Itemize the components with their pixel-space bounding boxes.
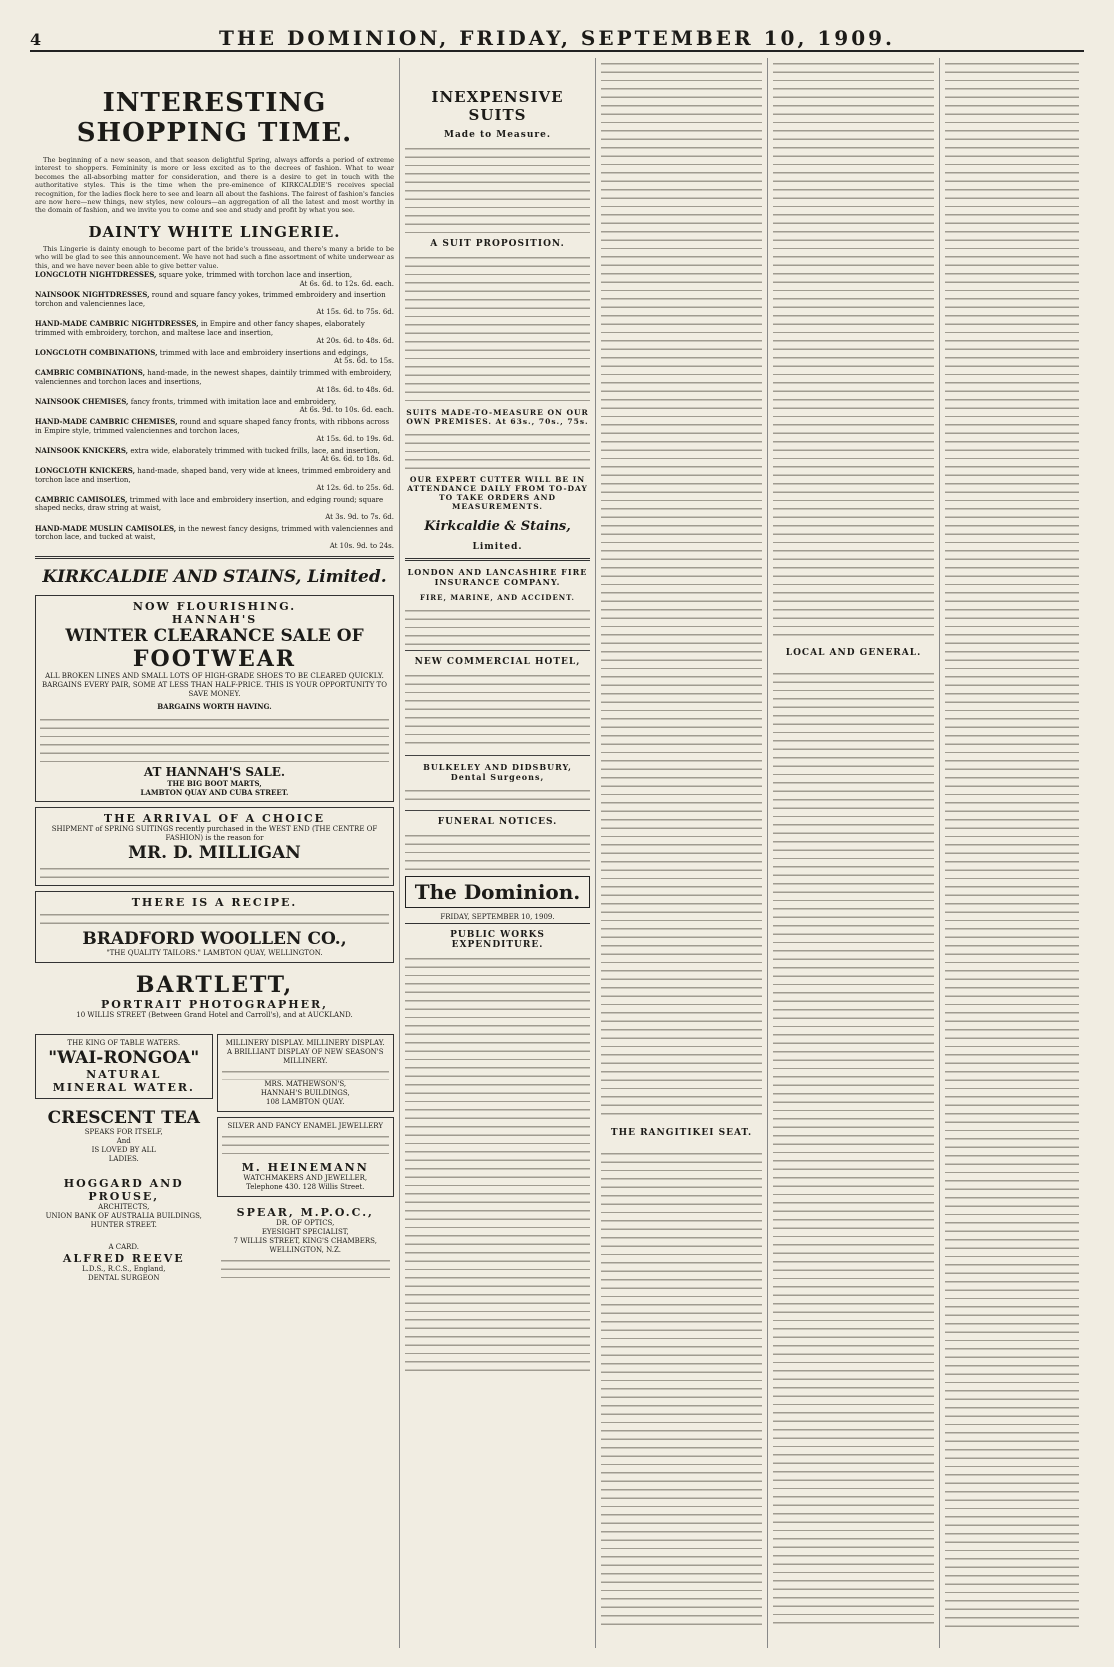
heinemann-ad: SILVER AND FANCY ENAMEL JEWELLERY M. HEINEMANN WATCHMAKERS AND JEWELLER, Telephone 430. 128 Willis Street.	[217, 1117, 395, 1197]
item-name: NAINSOOK CHEMISES,	[35, 396, 129, 406]
item-desc: in Empire and other fancy shapes, elaborately trimmed with embroidery, torchon, and maltese lace and insertion,	[35, 320, 365, 337]
page-number: 4	[30, 30, 42, 49]
suits-box: SUITS MADE-TO-MEASURE ON OUR OWN PREMISES. At 63s., 70s., 75s.	[406, 408, 589, 426]
item-desc: fancy fronts, trimmed with imitation lace and embroidery,	[130, 397, 337, 406]
milligan-ad: THE ARRIVAL OF A CHOICE SHIPMENT of SPRING SUITINGS recently purchased in the WEST END (THE CENTRE OF FASHION) is the reason for MR. D. MILLIGAN	[35, 807, 394, 886]
bulkeley-ad: BULKELEY AND DIDSBURY, Dental Surgeons,	[423, 762, 572, 782]
item-desc: hand-made, in the newest shapes, daintily trimmed with embroidery, valenciennes and torchon laces and insertions,	[35, 369, 392, 386]
kirkcaldie-firm: KIRKCALDIE AND STAINS, Limited.	[42, 567, 387, 588]
item-name: NAINSOOK NIGHTDRESSES,	[35, 290, 150, 300]
lingerie-heading: DAINTY WHITE LINGERIE.	[88, 222, 341, 241]
column-4	[768, 58, 940, 1648]
suit-proposition: A SUIT PROPOSITION.	[430, 239, 565, 249]
bradford-ad: THERE IS A RECIPE. BRADFORD WOOLLEN CO., "THE QUALITY TAILORS." LAMBTON QUAY, WELLINGTON.	[35, 891, 394, 963]
item-price: At 6s. 9d. to 10s. 6d. each.	[299, 406, 394, 415]
item-desc: round and square fancy yokes, trimmed embroidery and insertion torchon and valenciennes lace,	[35, 291, 386, 308]
item-name: LONGCLOTH NIGHTDRESSES,	[35, 270, 157, 280]
lingerie-item	[35, 349, 394, 366]
reeve-ad: A CARD. ALFRED REEVE L.D.S., R.C.S., England, DENTAL SURGEON	[62, 1243, 185, 1283]
item-price: At 15s. 6d. to 19s. 6d.	[316, 435, 394, 444]
lingerie-item	[35, 447, 394, 464]
item-price: At 18s. 6d. to 48s. 6d.	[316, 386, 394, 395]
bartlett-ad: BARTLETT, PORTRAIT PHOTOGRAPHER, 10 WILLIS STREET (Between Grand Hotel and Carroll's), and at AUCKLAND.	[76, 972, 353, 1020]
cutter-notice: OUR EXPERT CUTTER WILL BE IN ATTENDANCE DAILY FROM TO-DAY TO TAKE ORDERS AND MEASUREMENTS.	[407, 475, 588, 511]
rongoa-ad: THE KING OF TABLE WATERS. "WAI-RONGOA" NATURAL MINERAL WATER.	[35, 1034, 213, 1099]
item-name: LONGCLOTH COMBINATIONS,	[35, 347, 158, 357]
dominion-title: The Dominion.	[405, 876, 590, 908]
item-name: NAINSOOK KNICKERS,	[35, 445, 129, 455]
spear-ad: SPEAR, M.P.O.C., DR. OF OPTICS, EYESIGHT SPECIALIST, 7 WILLIS STREET, KING'S CHAMBERS, WELLINGTON, N.Z.	[217, 1202, 395, 1289]
lingerie-item	[35, 496, 394, 522]
item-price: At 5s. 6d. to 15s.	[334, 357, 394, 366]
lancashire-ad: LONDON AND LANCASHIRE FIRE INSURANCE COMPANY.	[407, 567, 588, 587]
hannah-ad: NOW FLOURISHING. HANNAH'S WINTER CLEARANCE SALE OF FOOTWEAR ALL BROKEN LINES AND SMALL LOTS OF HIGH-GRADE SHOES TO BE CLEARED QUICKLY. BARGAINS EVERY PAIR, SOME AT LESS THAN HALF-PRICE. THIS IS YOUR OPPORTUNITY TO SAVE MONEY. BARGAINS WORTH HAVING. AT HANNAH'S SALE. THE BIG BOOT MARTS, LAMBTON QUAY AND CUBA STREET.	[35, 595, 394, 802]
millinery-ad: MILLINERY DISPLAY. MILLINERY DISPLAY. A BRILLIANT DISPLAY OF NEW SEASON'S MILLINERY. MRS. MATHEWSON'S, HANNAH'S BUILDINGS, 108 LAMBTON QUAY.	[217, 1034, 395, 1112]
item-name: HAND-MADE MUSLIN CAMISOLES,	[35, 523, 177, 533]
hotel-ad: NEW COMMERCIAL HOTEL,	[414, 657, 581, 667]
crescent-ad: CRESCENT TEA SPEAKS FOR ITSELF, And IS LOVED BY ALL LADIES.	[47, 1108, 200, 1164]
item-name: CAMBRIC CAMISOLES,	[35, 494, 128, 504]
column-3	[596, 58, 768, 1648]
suits-heading: INEXPENSIVE SUITS	[431, 88, 564, 124]
item-name: HAND-MADE CAMBRIC NIGHTDRESSES,	[35, 319, 199, 329]
hoggard-ad: HOGGARD AND PROUSE, ARCHITECTS, UNION BANK OF AUSTRALIA BUILDINGS, HUNTER STREET.	[45, 1177, 202, 1230]
item-price: At 15s. 6d. to 75s. 6d.	[316, 308, 394, 317]
suits-subheading: Made to Measure.	[444, 130, 551, 140]
lingerie-item	[35, 369, 394, 395]
editorial-heading: PUBLIC WORKS EXPENDITURE.	[450, 930, 545, 950]
masthead-title: THE DOMINION, FRIDAY, SEPTEMBER 10, 1909.	[218, 26, 895, 50]
columns	[30, 58, 1084, 1648]
column-2: INEXPENSIVE SUITS Made to Measure. A SUIT PROPOSITION. SUITS MADE-TO-MEASURE ON OUR OWN PREMISES. At 63s., 70s., 75s. OUR EXPERT CUTTER WILL BE IN ATTENDANCE DAILY FROM TO-DAY TO TAKE ORDERS AND MEASUREMENTS. Kirkcaldie & Stains, Limited. LONDON AND LANCASHIRE FIRE INSURANCE COMPANY. FIRE, MARINE, AND ACCIDENT. NEW COMMERCIAL HOTEL, BULKELEY AND DIDSBURY, Dental Surgeons, FUNERAL NOTICES. The Dominion. FRIDAY, SEPTEMBER 10, 1909. PUBLIC WORKS EXPENDITURE.	[400, 58, 596, 1648]
item-price: At 12s. 6d. to 25s. 6d.	[316, 484, 394, 493]
item-desc: square yoke, trimmed with torchon lace and insertion,	[158, 271, 353, 280]
item-price: At 20s. 6d. to 48s. 6d.	[316, 337, 394, 346]
lingerie-item	[35, 271, 394, 288]
item-desc: trimmed with lace and embroidery insertion, and edging round; square shaped necks, draw string at waist,	[35, 495, 384, 513]
item-price: At 10s. 9d. to 24s.	[329, 541, 394, 550]
item-desc: hand-made, shaped band, very wide at knees, trimmed embroidery and torchon lace and insertion,	[35, 466, 391, 484]
kirkcaldie-sign: Kirkcaldie & Stains,	[424, 519, 571, 534]
masthead	[30, 26, 1084, 52]
lingerie-list	[35, 271, 394, 550]
column-5	[940, 58, 1084, 1648]
local-general-heading: LOCAL AND GENERAL.	[785, 648, 922, 658]
item-desc: in the newest fancy designs, trimmed with valenciennes and torchon lace, and tucked at waist,	[35, 524, 394, 542]
shopping-intro: The beginning of a new season, and that season delightful Spring, always affords a period of extreme interest to shoppers. Femininity is more or less excited as to the decrees of fashion. What to wear becomes the all-absorbing matter for consideration, and there is a desire to get in touch with the authoritative styles. This is the time when the pre-eminence of KIRKCALDIE'S receives special recognition, for the ladies flock here to see and learn all about the fashions. The fairest of fashion's fancies are now here—new things, new styles, new colours—an aggregation of all the latest and most worthy in the domain of fashion, and we invite you to come and see and study and profit by what you see.	[35, 156, 394, 215]
item-price: At 6s. 6d. to 18s. 6d.	[320, 455, 394, 464]
item-name: HAND-MADE CAMBRIC CHEMISES,	[35, 416, 178, 426]
lingerie-item	[35, 525, 394, 551]
lingerie-item	[35, 291, 394, 317]
rangitikei-heading: THE RANGITIKEI SEAT.	[610, 1128, 753, 1138]
headline-shopping: INTERESTING SHOPPING TIME.	[76, 88, 353, 148]
lingerie-item	[35, 467, 394, 493]
lingerie-item	[35, 320, 394, 346]
lingerie-item	[35, 398, 394, 415]
item-desc: round and square shaped fancy fronts, with ribbons across in Empire style, trimmed valenciennes and torchon laces,	[35, 417, 390, 435]
dominion-date: FRIDAY, SEPTEMBER 10, 1909.	[405, 911, 590, 924]
item-name: LONGCLOTH KNICKERS,	[35, 465, 136, 475]
item-desc: extra wide, elaborately trimmed with tucked frills, lace, and insertion,	[130, 446, 380, 455]
funeral-notices: FUNERAL NOTICES.	[437, 817, 558, 827]
column-1	[30, 58, 400, 1648]
lingerie-intro: This Lingerie is dainty enough to become part of the bride's trousseau, and there's many a bride to be who will be glad to see this announcement. We have not had such a fine assortment of white underwear as this, and we have never been able to give better value.	[35, 244, 394, 270]
lingerie-item	[35, 418, 394, 444]
item-price: At 3s. 9d. to 7s. 6d.	[325, 512, 394, 521]
item-price: At 6s. 6d. to 12s. 6d. each.	[299, 279, 394, 288]
item-desc: trimmed with lace and embroidery insertions and edgings,	[159, 348, 369, 357]
item-name: CAMBRIC COMBINATIONS,	[35, 368, 146, 377]
